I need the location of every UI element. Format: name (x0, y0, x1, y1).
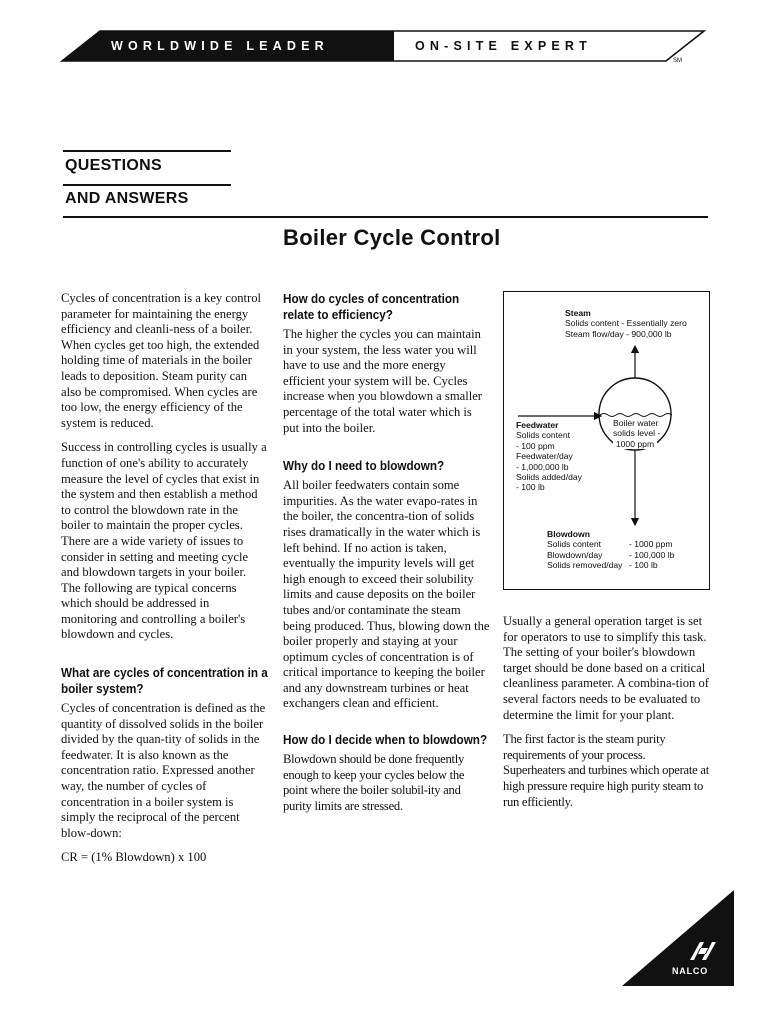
service-mark: SM (673, 58, 682, 64)
blowdown-paragraph: All boiler feedwaters contain some impurities. As the water evapo-rates in the boiler, the concentra-tion of solids rises dramatically in the water which is left behind. If no action is taken, eventually the impurity levels will get high enough to exceed their solubility limits and cause deposits on the boiler tubes and/or contaminate the steam being produced. Thus, blowing down the boiler properly and staying at your optimum cycles of concentration is of critical importance to keeping the boiler and any downstream turbines or heat exchangers clean and efficient. (283, 478, 490, 711)
column-3 (503, 614, 710, 819)
decide-paragraph: Blowdown should be done frequently enough to keep your cycles below the point where the boiler solubil-ity and purity limits are stressed. (283, 752, 465, 813)
success-paragraph: Success in controlling cycles is usually a function of one's ability to accurately measure the level of cycles that exist in the system and then establish a method to control the blowdown rate in the boiler to maintain the proper cycles. There are a wide variety of issues to consider in setting and meeting cycle and blowdown targets in your boiler. The following are typical concerns which should be addressed in monitoring and controlling a boiler's blowdown and cycles. (61, 440, 267, 642)
logo-wordmark: NALCO (672, 966, 708, 976)
question-heading: How do cycles of concentration relate to efficiency? (283, 291, 460, 322)
steam-label: Steam Solids content - Essentially zero Steam flow/day - 900,000 lb (565, 308, 687, 339)
boiler-water-label: Boiler water solids level - 1000 ppm (613, 418, 661, 449)
feedwater-label: Feedwater Solids content - 100 ppm Feedwater/day - 1,000,000 lb Solids added/day - 100 lb (516, 420, 582, 493)
question-heading: Why do I need to blowdown? (283, 458, 445, 474)
corner-logo (620, 888, 768, 1024)
blowdown-label: Blowdown Solids content - 1000 ppm Blowdown/day - 100,000 lb Solids removed/day - 100 lb (547, 529, 675, 571)
section-rule-top (63, 150, 231, 152)
section-label-line2: AND ANSWERS (65, 190, 189, 207)
title-rule (63, 216, 708, 218)
definition-paragraph: Cycles of concentration is defined as the quantity of dissolved solids in the boiler divided by the quan-tity of solids in the feedwater. It is also known as the concentration ratio. Expressed another way, the number of cycles of concentration in a boiler system is simply the reciprocal of the percent blow-down: (61, 701, 266, 840)
formula: CR = (1% Blowdown) x 100 (61, 850, 207, 865)
steam-purity-paragraph: The first factor is the steam purity requirements of your process. Superheaters and turbines which operate at high pressure require high purity steam to run efficiently. (503, 732, 709, 809)
tagline-left: WORLDWIDE LEADER (111, 39, 329, 53)
boiler-diagram (503, 291, 710, 590)
section-rule-middle (63, 184, 231, 186)
target-paragraph: Usually a general operation target is set for operators to use to simplify this task. The setting of your boiler's blowdown target should be done based on a critical cleanliness parameter. A combina-tion of several factors needs to be evaluated to determine the limit for your plant. (503, 614, 709, 722)
section-label-line1: QUESTIONS (65, 157, 162, 174)
question-heading: What are cycles of concentration in a boiler system? (61, 665, 268, 697)
column-2 (283, 291, 490, 823)
intro-paragraph: Cycles of concentration is a key control parameter for maintaining the energy efficiency and cleanli-ness of a boiler. When cycles get too high, the extended holding time of materials in the boiler leads to deposition. Steam purity can also be compromised. When cycles are too low, the energy efficiency of the system is reduced. (61, 291, 262, 430)
page-title: Boiler Cycle Control (283, 225, 501, 250)
tagline-right: ON-SITE EXPERT (415, 39, 592, 53)
column-1 (61, 291, 268, 875)
question-heading: How do I decide when to blowdown? (283, 732, 488, 748)
efficiency-paragraph: The higher the cycles you can maintain in your system, the less water you will have to use and the more energy efficient your system will be. Cycles increase when you blowdown a smaller percentage of the total water which is put into the boiler. (283, 327, 482, 435)
